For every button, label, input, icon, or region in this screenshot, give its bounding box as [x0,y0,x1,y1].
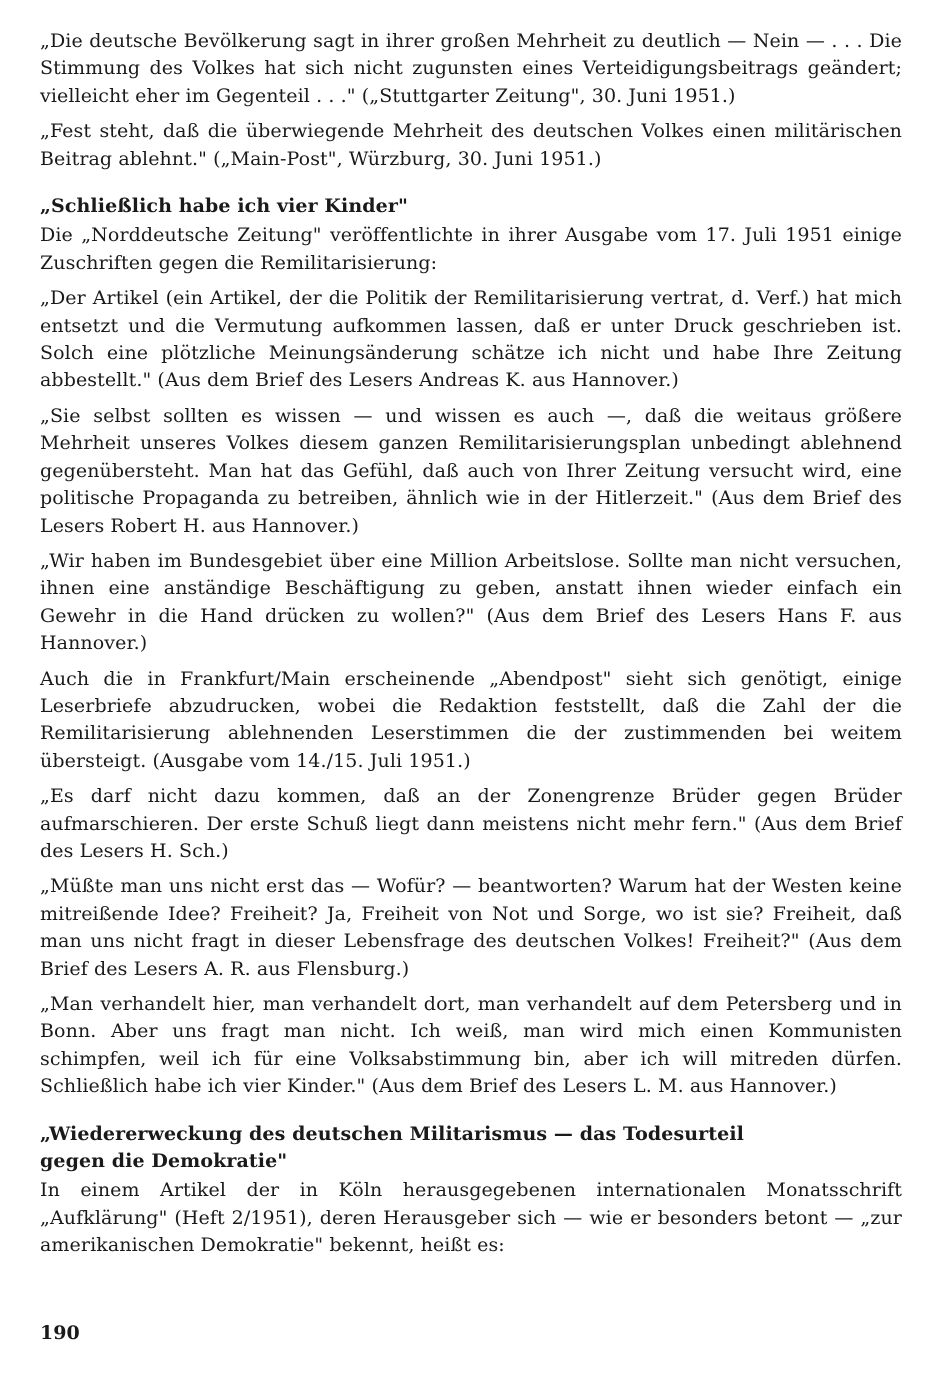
letter-robert-h: „Sie selbst sollten es wissen — und wissen es auch —, daß die weitaus größere Mehrheit unseres Volkes diesem ganzen Remilitarisierungsplan unbedingt ablehnend gegenübersteht. Man hat das Gefühl, daß auch von Ihrer Zeitung versucht wird, eine politische Propaganda zu betreiben, ähnlich wie in der Hitlerzeit." (Aus dem Brief des Lesers Robert H. aus Hannover.) [40,404,902,537]
section-heading-vier-kinder: „Schließlich habe ich vier Kinder" [40,195,408,218]
letter-andreas-k: „Der Artikel (ein Artikel, der die Politik der Remilitarisierung vertrat, d. Verf.) hat mich entsetzt und die Vermutung aufkommen lassen, daß er unter Druck geschrieben ist. Solch eine plötzliche Meinungsänderung schätze ich nicht und habe Ihre Zeitung abbestellt." (Aus dem Brief des Lesers Andreas K. aus Hannover.) [40,287,902,392]
letter-hans-f: „Wir haben im Bundesgebiet über eine Million Arbeitslose. Sollte man nicht versuchen, ihnen eine anständige Beschäftigung zu geben, anstatt ihnen wieder einfach ein Gewehr in die Hand drücken zu wollen?" (Aus dem Brief des Lesers Hans F. aus Hannover.) [40,549,902,655]
letter-a-r: „Müßte man uns nicht erst das — Wofür? — beantworten? Warum hat der Westen keine mitreißende Idee? Freiheit? Ja, Freiheit von Not und Sorge, wo ist sie? Freiheit, daß man uns nicht fragt in dieser Lebensfrage des deutschen Volkes! Freiheit?" (Aus dem Brief des Lesers A. R. aus Flensburg.) [40,875,902,980]
section-heading-line-2: gegen die Demokratie" [40,1150,288,1173]
section-heading-line-1: „Wiedererweckung des deutschen Militarismus — das Todesurteil [40,1122,744,1145]
intro-abendpost: Auch die in Frankfurt/Main erscheinende „Abendpost" sieht sich genötigt, einige Leserbriefe abzudrucken, wobei die Redaktion feststellt, daß die Zahl der die Remilitarisierung ablehnenden Leserstimmen die der zustimmenden bei weitem übersteigt. (Ausgabe vom 14./15. Juli 1951.) [40,667,902,772]
document-page [40,28,902,1268]
quote-main-post: „Fest steht, daß die überwiegende Mehrheit des deutschen Volkes einen militärischen Beitrag ablehnt." („Main-Post", Würzburg, 30. Juni 1951.) [40,120,902,170]
letter-h-sch: „Es darf nicht dazu kommen, daß an der Zonengrenze Brüder gegen Brüder aufmarschieren. Der erste Schuß liegt dann meistens nicht mehr fern." (Aus dem Brief des Lesers H. Sch.) [40,785,902,862]
page-number: 190 [40,1322,80,1344]
section-heading-militarismus [40,1121,902,1176]
letter-l-m: „Man verhandelt hier, man verhandelt dort, man verhandelt auf dem Petersberg und in Bonn. Aber uns fragt man nicht. Ich weiß, man wird mich einen Kommunisten schimpfen, weil ich für eine Volksabstimmung bin, aber ich will mitreden dürfen. Schließlich habe ich vier Kinder." (Aus dem Brief des Lesers L. M. aus Hannover.) [40,993,902,1098]
intro-aufklaerung: In einem Artikel der in Köln herausgegebenen internationalen Monatsschrift „Aufklärung" (Heft 2/1951), deren Herausgeber sich — wie er besonders betont — „zur amerikanischen Demokratie" bekennt, heißt es: [40,1179,902,1257]
quote-stuttgarter-zeitung: „Die deutsche Bevölkerung sagt in ihrer großen Mehrheit zu deutlich — Nein — . . . Die Stimmung des Volkes hat sich nicht zugunsten eines Verteidigungsbeitrags geändert; vielleicht eher im Gegenteil . . ." („Stuttgarter Zeitung", 30. Juni 1951.) [40,30,902,107]
intro-norddeutsche-zeitung: Die „Norddeutsche Zeitung" veröffentlichte in ihrer Ausgabe vom 17. Juli 1951 einige Zuschriften gegen die Remilitarisierung: [40,224,902,274]
